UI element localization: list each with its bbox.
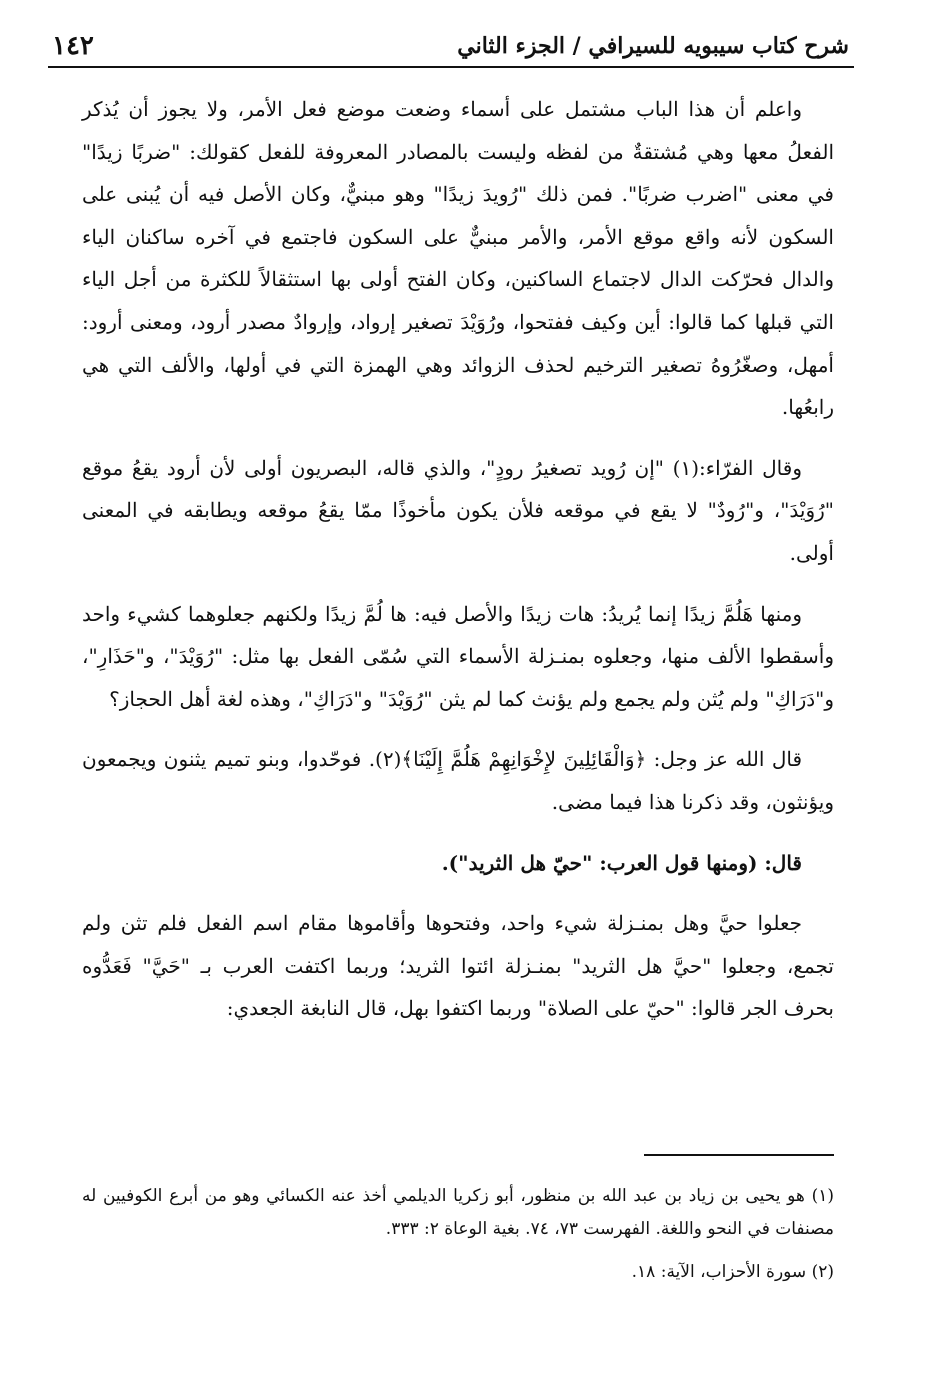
paragraph-hayya-hala-explanation: جعلوا حيَّ وهل بمنـزلة شيء واحد، وفتحوها وأقاموها مقام اسم الفعل فلم تثن ولم تجمع، وجعلوا "حيَّ هل الثريد" بمنـزلة ائتوا الثريد؛ وربما اكتفت العرب بـ "حَيَّ" فَعَدُّوه بحرف الجر قالوا: "حيّ على الصلاة" وربما اكتفوا بهل، قال النابغة الجعدي:: [82, 911, 834, 1021]
footnotes: [82, 1180, 834, 1299]
footnote-2: (٢) سورة الأحزاب، الآية: ١٨.: [631, 1262, 834, 1282]
paragraph-quran-citation: قال الله عز وجل: ﴿وَالْقَائِلِينَ لإِخْوَانِهِمْ هَلُمَّ إِلَيْنَا﴾(٢). فوحّدوا، وبنو تميم يثنون ويجمعون ويؤنثون، وقد ذكرنا هذا فيما مضى.: [82, 747, 834, 814]
footnote-separator: [644, 1154, 834, 1156]
page-number: ١٤٢: [52, 31, 94, 61]
header-rule: [48, 66, 854, 68]
paragraph-halumma: ومنها هَلُمَّ زيدًا إنما يُريدُ: هات زيدًا والأصل فيه: ها لُمَّ زيدًا ولكنهم جعلوهما كشيء واحد وأسقطوا الألف منها، وجعلوه بمنـزلة الأسماء التي سُمّى الفعل بها مثل: "رُوَيْدَ"، و"حَذَارِ"، و"دَرَاكِ" ولم يُثن ولم يجمع ولم يؤنث كما لم يثن "رُوَيْدَ" و"دَرَاكِ"، وهذه لغة أهل الحجاز؟: [82, 601, 834, 711]
paragraph-farra: وقال الفرّاء:(١) "إن رُويد تصغيرُ رودٍ"، والذي قاله، البصريون أولى لأن أرود يقعُ موقع "رُوَيْدَ"، و"رُودٌ" لا يقع في موقعه فلأن يكون مأخوذًا ممّا يقعُ موقعه ويطابقه في المعنى أولى.: [82, 455, 834, 565]
footnote-1: (١) هو يحيى بن زياد بن عبد الله بن منظور، أبو زكريا الديلمي أخذ عنه الكسائي وهو من أبرع الكوفيين له مصنفات في النحو واللغة. الفهرست ٧٣، ٧٤. بغية الوعاة ٢: ٣٣٣.: [82, 1186, 834, 1239]
body-text: [82, 88, 834, 1048]
running-title: شرح كتاب سيبويه للسيرافي / الجزء الثاني: [457, 33, 849, 59]
page-header: [52, 14, 849, 66]
paragraph-bab-intro: واعلم أن هذا الباب مشتمل على أسماء وضعت موضع فعل الأمر، ولا يجوز أن يُذكر الفعلُ معها وهي مُشتقةٌ من لفظه وليست بالمصادر المعروفة للفعل كقولك: "ضربًا زيدًا" في معنى "اضرب ضربًا". فمن ذلك "رُويدَ زيدًا" وهو مبنيٌّ، وكان الأصل فيه أن يُبنى على السكون لأنه واقع موقع الأمر، والأمر مبنيٌّ على السكون فاجتمع في آخره ساكنان الياء والدال فحرّكت الدال لاجتماع الساكنين، وكان الفتح أولى بها استثقالاً للكثرة من أجل الياء التي قبلها كما قالوا: أين وكيف ففتحوا، ورُوَيْدَ تصغير إرواد، وإروادٌ مصدر أرود، ومعنى أرود: أمهل، وصغّرُوهُ تصغير الترخيم لحذف الزوائد وهي الهمزة التي في أولها، والألف التي هي رابعُها.: [82, 97, 834, 420]
paragraph-hayya-hala-quote: قال: (ومنها قول العرب: "حيّ هل الثريد").: [441, 850, 802, 875]
